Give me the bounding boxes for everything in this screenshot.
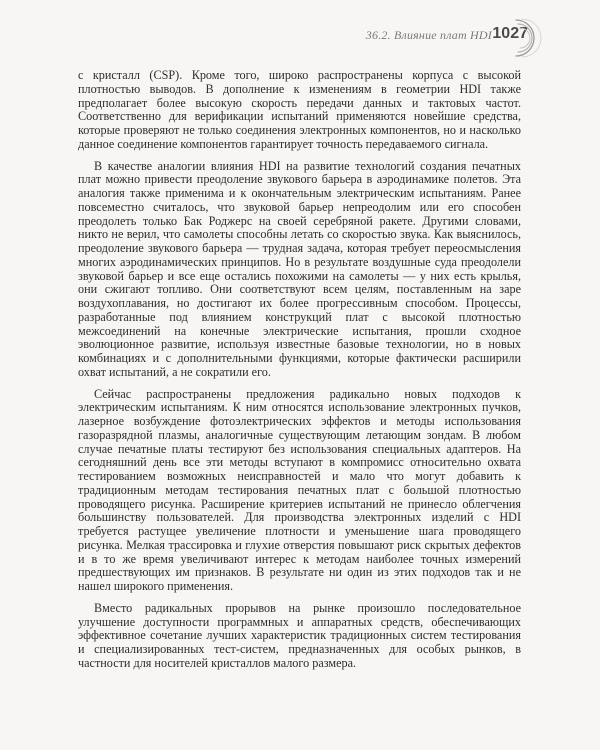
paragraph-2: В качестве аналогии влияния HDI на развитие технологий создания печатных плат можно привести преодоление звукового барьера в аэродинамике полетов. Эта аналогия также применима и к окончательным электрическим испытаниям. Ранее повсеместно считалось, что звуковой барьер непреодолим или его способен преодолеть только Бак Роджерс на своей серебряной ракете. Другими словами, никто не верил, что самолеты способны летать со скоростью звука. Как выяснилось, преодоление звукового барьера — трудная задача, которая требует переосмысления многих аэродинамических принципов. Но в результате воздушные суда преодолели звуковой барьер и все еще остались похожими на самолеты — у них есть крылья, они сжигают топливо. Они соответствуют всем целям, поставленным на заре воздухоплавания, но достигают их более прогрессивным способом. Процессы, разработанные под влиянием конструкций плат с высокой плотностью межсоединений на конечные электрические испытания, прошли сходное эволюционное развитие, используя известные базовые технологии, но в новых комбинациях и с дополнительными функциями, которые фактически расширили охват испытаний, а не сократили его. <box>78 158 521 379</box>
page-number: 1027 <box>492 25 528 42</box>
paragraph-1: с кристалл (CSP). Кроме того, широко распространены корпуса с высокой плотностью выводов. В дополнение к изменениям в геометрии HDI также предполагает более высокую скорость передачи данных и тактовых частот. Соответственно для верификации испытаний применяются новейшие средства, которые проверяют не только соединения электронных компонентов, но и насколько данное соединение компонентов гарантирует точность передаваемого сигнала. <box>78 68 521 151</box>
running-head <box>0 16 600 60</box>
page-number-arcs-icon <box>498 16 542 60</box>
paragraph-4: Вместо радикальных прорывов на рынке произошло последовательное улучшение доступности программных и аппаратных средств, обеспечивающих эффективное сочетание лучших характеристик традиционных систем тестирования и специализированных тест-систем, предназначенных для особых рынков, в частности для носителей кристаллов малого размера. <box>78 600 521 670</box>
text-body <box>78 69 521 679</box>
paragraph-3: Сейчас распространены предложения радикально новых подходов к электрическим испытаниям. К ним относятся использование электронных пучков, лазерное возбуждение фотоэлектрических эффектов и методы использования газоразрядной плазмы, аналогичные существующим летающим зондам. В любом случае печатные платы тестируют без использования специальных адаптеров. На сегодняшний день все эти методы вступают в компромисс относительно охвата тестированием возможных неисправностей и мало что могут добавить к традиционным методам тестирования печатных плат с большой плотностью проводящего рисунка. Расширение критериев испытаний не принесло облегчения большинству пользователей. Для производства электронных изделий с HDI требуется растущее увеличение плотности и уменьшение шага проводящего рисунка. Мелкая трассировка и глухие отверстия повышают риск скрытых дефектов и в то же время увеличивают интерес к методам наиболее точных измерений предшествующих им признаков. В результате ни один из этих подходов так и не нашел широкого применения. <box>78 386 521 593</box>
section-title: 36.2. Влияние плат HDI <box>365 28 492 42</box>
